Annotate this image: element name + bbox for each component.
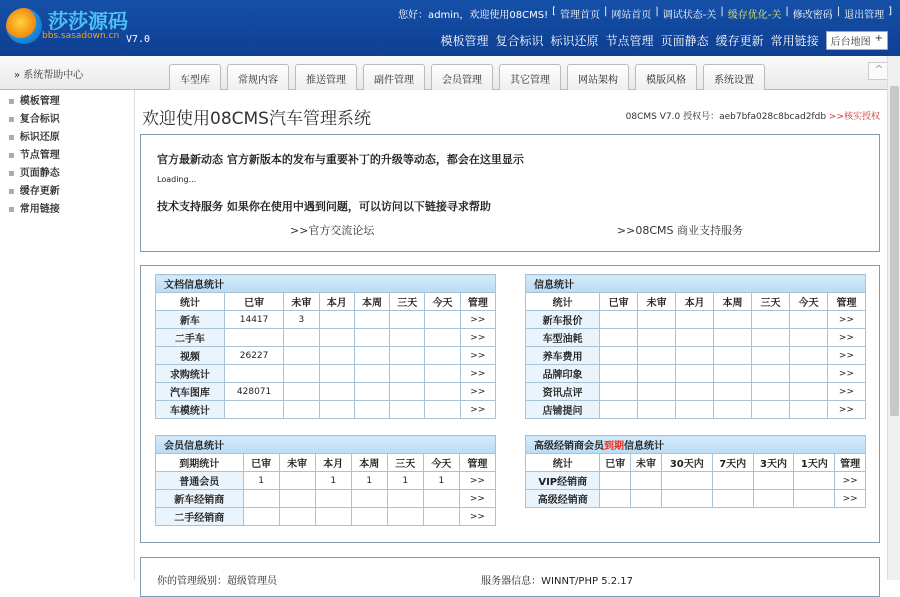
news-panel [140, 134, 880, 252]
manage-link[interactable]: >> [460, 365, 495, 383]
column-header: 管理 [459, 454, 495, 472]
table-cell [351, 490, 387, 508]
table-row [156, 365, 496, 383]
column-header: 管理 [460, 293, 495, 311]
table-cell: 1 [243, 472, 279, 490]
greeting: 您好：admin，欢迎使用08CMS! [398, 10, 549, 21]
table-cell [752, 383, 790, 401]
sidebar-item-tag-restore[interactable]: ▪ 标识还原 [0, 129, 134, 147]
manage-link[interactable]: >> [835, 490, 866, 508]
manage-link[interactable]: >> [827, 329, 865, 347]
manage-link[interactable]: >> [460, 347, 495, 365]
table-cell [676, 383, 714, 401]
collapse-button[interactable]: ^ [868, 62, 890, 80]
table-cell [390, 329, 425, 347]
column-header: 三天 [752, 293, 790, 311]
table-cell [390, 311, 425, 329]
row-label: 养车费用 [526, 347, 600, 365]
table-cell [425, 347, 460, 365]
table-cell [351, 508, 387, 526]
table-row [156, 490, 496, 508]
manage-link[interactable]: >> [827, 347, 865, 365]
table-row [526, 365, 866, 383]
table-cell [638, 401, 676, 419]
table-cell [631, 490, 662, 508]
manage-link[interactable]: >> [460, 329, 495, 347]
manage-link[interactable]: >> [827, 401, 865, 419]
tab-push[interactable]: 推送管理 [295, 64, 357, 90]
row-label: 高级经销商 [526, 490, 600, 508]
caption-highlight: 到期 [604, 441, 624, 452]
table-cell [279, 490, 315, 508]
admin-level: 你的管理级别：超级管理员 [157, 576, 277, 587]
table-cell [752, 329, 790, 347]
column-header: 本月 [676, 293, 714, 311]
admin-map-button[interactable] [826, 31, 888, 50]
table-cell [224, 329, 283, 347]
table-caption [156, 436, 496, 454]
table-cell [789, 401, 827, 419]
manage-link[interactable]: >> [835, 472, 866, 490]
table-cell [753, 472, 794, 490]
table-cell [714, 329, 752, 347]
sidebar-item-cache[interactable]: ▪ 缓存更新 [0, 183, 134, 201]
quick-nav [441, 31, 889, 50]
column-header: 已审 [224, 293, 283, 311]
table-cell [279, 508, 315, 526]
table-cell [319, 365, 354, 383]
main-content [140, 90, 885, 587]
manage-link[interactable]: >> [460, 401, 495, 419]
logo-text: 莎莎源码 [48, 9, 128, 33]
business-support-link[interactable]: >>08CMS 商业支持服务 [616, 224, 743, 237]
table-caption [156, 275, 496, 293]
column-header: 未审 [631, 454, 662, 472]
table-cell [284, 401, 319, 419]
table-cell [661, 472, 712, 490]
table-cell [714, 365, 752, 383]
table-row [526, 329, 866, 347]
caption-text: 会员信息统计 [164, 441, 224, 452]
table-cell [789, 311, 827, 329]
table-cell [752, 347, 790, 365]
column-header: 本周 [714, 293, 752, 311]
table-cell [714, 401, 752, 419]
license-number: 08CMS V7.0 授权号：aeb7bfa028c8bcad2fdb [625, 112, 827, 122]
row-label: 车模统计 [156, 401, 225, 419]
table-row [526, 383, 866, 401]
table-cell [354, 311, 389, 329]
scrollbar[interactable] [887, 56, 900, 580]
logo-icon [6, 8, 42, 44]
sidebar-item-template[interactable]: ▪ 模板管理 [0, 93, 134, 111]
column-header: 统计 [526, 454, 600, 472]
row-label: 品牌印象 [526, 365, 600, 383]
column-header: 统计 [526, 293, 600, 311]
column-header: 三天 [390, 293, 425, 311]
nav-node[interactable]: 节点管理 [605, 34, 654, 48]
top-links: 您好：admin，欢迎使用08CMS! [ 管理首页 | 网站首页 | 调试状态-关 | 缓存优化-关 | 修改密码 | 退出管理 ] [398, 6, 892, 21]
table-row [156, 472, 496, 490]
column-header: 管理 [835, 454, 866, 472]
tab-site-structure[interactable]: 网站架构 [567, 64, 629, 90]
row-label: 资讯点评 [526, 383, 600, 401]
table-cell [638, 365, 676, 383]
verify-license-link[interactable]: >>核实授权 [828, 112, 880, 122]
table-cell [600, 383, 638, 401]
table-cell [284, 329, 319, 347]
column-header: 今天 [425, 293, 460, 311]
manage-link[interactable]: >> [827, 383, 865, 401]
info-stats-table [525, 274, 866, 419]
server-info: 服务器信息：WINNT/PHP 5.2.17 [481, 576, 633, 587]
table-caption [526, 436, 866, 454]
column-header: 已审 [243, 454, 279, 472]
table-row [156, 329, 496, 347]
logo-sub: bbs.sasadown.cn [42, 31, 120, 41]
table-cell [638, 383, 676, 401]
row-label: VIP经销商 [526, 472, 600, 490]
caption-text: 文档信息统计 [164, 280, 224, 291]
sidebar-item-static[interactable]: ▪ 页面静态 [0, 165, 134, 183]
manage-link[interactable]: >> [460, 311, 495, 329]
table-cell: 14417 [224, 311, 283, 329]
forum-link[interactable]: >>官方交流论坛 [290, 224, 375, 237]
table-cell [794, 472, 835, 490]
table-cell: 428071 [224, 383, 283, 401]
table-cell [354, 365, 389, 383]
row-label: 求购统计 [156, 365, 225, 383]
manage-link[interactable]: >> [827, 311, 865, 329]
table-cell [425, 365, 460, 383]
sidebar-item-node[interactable]: ▪ 节点管理 [0, 147, 134, 165]
column-header: 到期统计 [156, 454, 244, 472]
table-cell [243, 490, 279, 508]
table-cell [600, 401, 638, 419]
table-cell [752, 401, 790, 419]
logo [6, 8, 128, 44]
stats-panel [140, 265, 880, 543]
table-cell [279, 472, 315, 490]
tab-members[interactable]: 会员管理 [431, 64, 493, 90]
column-header: 今天 [423, 454, 459, 472]
column-header: 未审 [284, 293, 319, 311]
table-cell [425, 311, 460, 329]
header [0, 0, 900, 56]
column-header: 未审 [279, 454, 315, 472]
link-site-home[interactable]: 网站首页 [611, 10, 652, 21]
table-cell [714, 311, 752, 329]
table-cell [284, 347, 319, 365]
table-cell [243, 508, 279, 526]
table-cell [676, 401, 714, 419]
table-cell [387, 508, 423, 526]
table-cell [425, 401, 460, 419]
link-debug[interactable]: 调试状态-关 [662, 10, 717, 21]
version: V7.0 [126, 34, 151, 45]
table-cell [794, 490, 835, 508]
table-cell [714, 383, 752, 401]
column-header: 已审 [600, 293, 638, 311]
row-label: 普通会员 [156, 472, 244, 490]
row-label: 视频 [156, 347, 225, 365]
table-cell [423, 490, 459, 508]
table-cell: 3 [284, 311, 319, 329]
table-cell [390, 401, 425, 419]
nav-static[interactable]: 页面静态 [660, 34, 709, 48]
link-admin-home[interactable]: 管理首页 [560, 10, 600, 21]
table-cell [752, 311, 790, 329]
row-label: 新车报价 [526, 311, 600, 329]
table-cell [789, 383, 827, 401]
table-cell [638, 311, 676, 329]
table-cell [712, 472, 753, 490]
table-cell [319, 383, 354, 401]
table-cell [284, 383, 319, 401]
nav-tag-restore[interactable]: 标识还原 [550, 34, 599, 48]
row-label: 二手经销商 [156, 508, 244, 526]
tab-car-library[interactable]: 车型库 [169, 64, 221, 90]
table-cell [319, 401, 354, 419]
table-cell [753, 490, 794, 508]
row-label: 店铺提问 [526, 401, 600, 419]
table-caption [526, 275, 866, 293]
tab-template-style[interactable]: 模版风格 [635, 64, 697, 90]
tab-bar [0, 56, 900, 90]
table-row [156, 401, 496, 419]
table-row [526, 490, 866, 508]
table-cell [638, 347, 676, 365]
column-header: 今天 [789, 293, 827, 311]
system-info-panel [140, 557, 880, 597]
table-cell [354, 347, 389, 365]
table-cell [676, 365, 714, 383]
column-header: 本月 [315, 454, 351, 472]
table-cell [600, 365, 638, 383]
caption-text: 信息统计 [624, 441, 664, 452]
table-cell [631, 472, 662, 490]
table-cell [712, 490, 753, 508]
row-label: 新车经销商 [156, 490, 244, 508]
row-label: 新车 [156, 311, 225, 329]
column-header: 本周 [354, 293, 389, 311]
table-cell [354, 401, 389, 419]
tab-other[interactable]: 其它管理 [499, 64, 561, 90]
table-cell [319, 347, 354, 365]
column-header: 1天内 [794, 454, 835, 472]
table-cell [600, 472, 631, 490]
news-heading: 官方最新动态 官方新版本的发布与重要补丁的升级等动态，都会在这里显示 [157, 153, 524, 166]
table-cell [789, 329, 827, 347]
table-cell [354, 329, 389, 347]
row-label: 汽车图库 [156, 383, 225, 401]
column-header: 未审 [638, 293, 676, 311]
page-title: 欢迎使用08CMS汽车管理系统 [142, 109, 371, 129]
help-center-label: 系统帮助中心 [23, 70, 84, 81]
table-cell: 1 [423, 472, 459, 490]
table-row [526, 311, 866, 329]
manage-link[interactable]: >> [459, 472, 495, 490]
caption-text: 信息统计 [534, 280, 574, 291]
column-header: 7天内 [712, 454, 753, 472]
manage-link[interactable]: >> [459, 508, 495, 526]
column-header: 三天 [387, 454, 423, 472]
table-cell [390, 365, 425, 383]
tab-settings[interactable]: 系统设置 [703, 64, 765, 90]
column-header: 已审 [600, 454, 631, 472]
nav-template[interactable]: 模板管理 [440, 34, 489, 48]
nav-compound-tag[interactable]: 复合标识 [495, 34, 544, 48]
column-header: 30天内 [661, 454, 712, 472]
sidebar-item-links[interactable]: ▪ 常用链接 [0, 201, 134, 219]
table-cell [789, 347, 827, 365]
dealer-stats-table [525, 435, 866, 508]
table-cell [319, 329, 354, 347]
table-cell [752, 365, 790, 383]
table-cell [425, 383, 460, 401]
table-cell [284, 365, 319, 383]
table-row [156, 311, 496, 329]
table-cell [390, 347, 425, 365]
table-cell [600, 490, 631, 508]
member-stats-table [155, 435, 496, 526]
table-row [156, 383, 496, 401]
table-cell: 26227 [224, 347, 283, 365]
table-cell [319, 311, 354, 329]
manage-link[interactable]: >> [827, 365, 865, 383]
table-cell [600, 311, 638, 329]
table-cell [676, 311, 714, 329]
table-cell [789, 365, 827, 383]
table-cell [425, 329, 460, 347]
nav-links[interactable]: 常用链接 [770, 34, 819, 48]
table-cell [423, 508, 459, 526]
column-header: 统计 [156, 293, 225, 311]
link-change-password[interactable]: 修改密码 [792, 10, 833, 21]
table-cell [224, 401, 283, 419]
table-row [526, 347, 866, 365]
column-header: 本周 [351, 454, 387, 472]
admin-map-label: 后台地图 [830, 37, 871, 48]
table-row [156, 508, 496, 526]
table-cell [387, 490, 423, 508]
table-cell [638, 329, 676, 347]
table-cell [600, 329, 638, 347]
support-heading: 技术支持服务 如果你在使用中遇到问题，可以访问以下链接寻求帮助 [157, 200, 491, 213]
column-header: 管理 [827, 293, 865, 311]
column-header: 3天内 [753, 454, 794, 472]
tab-content[interactable]: 常规内容 [227, 64, 289, 90]
table-cell [224, 365, 283, 383]
sidebar [0, 90, 135, 580]
scrollbar-thumb[interactable] [890, 86, 899, 416]
table-row [526, 401, 866, 419]
link-logout[interactable]: 退出管理 [844, 10, 885, 21]
loading-text: Loading... [157, 175, 197, 184]
table-cell [676, 329, 714, 347]
table-cell [661, 490, 712, 508]
row-label: 车型油耗 [526, 329, 600, 347]
plus-icon[interactable]: + [874, 33, 883, 44]
doc-stats-table [155, 274, 496, 419]
column-header: 本月 [319, 293, 354, 311]
table-cell [600, 347, 638, 365]
table-row [156, 347, 496, 365]
nav-cache[interactable]: 缓存更新 [715, 34, 764, 48]
manage-link[interactable]: >> [459, 490, 495, 508]
caption-text: 高级经销商会员 [534, 441, 604, 452]
table-cell [676, 347, 714, 365]
table-cell [315, 508, 351, 526]
sidebar-item-compound-tag[interactable]: ▪ 复合标识 [0, 111, 134, 129]
table-row [526, 472, 866, 490]
table-cell [714, 347, 752, 365]
table-cell: 1 [351, 472, 387, 490]
license-info [626, 109, 880, 122]
table-cell: 1 [387, 472, 423, 490]
help-center[interactable]: » 系统帮助中心 [14, 70, 84, 81]
table-cell: 1 [315, 472, 351, 490]
table-cell [390, 383, 425, 401]
row-label: 二手车 [156, 329, 225, 347]
table-cell [354, 383, 389, 401]
manage-link[interactable]: >> [460, 383, 495, 401]
link-cache-opt[interactable]: 缓存优化-关 [727, 10, 782, 21]
table-cell [315, 490, 351, 508]
tab-attachments[interactable]: 副件管理 [363, 64, 425, 90]
